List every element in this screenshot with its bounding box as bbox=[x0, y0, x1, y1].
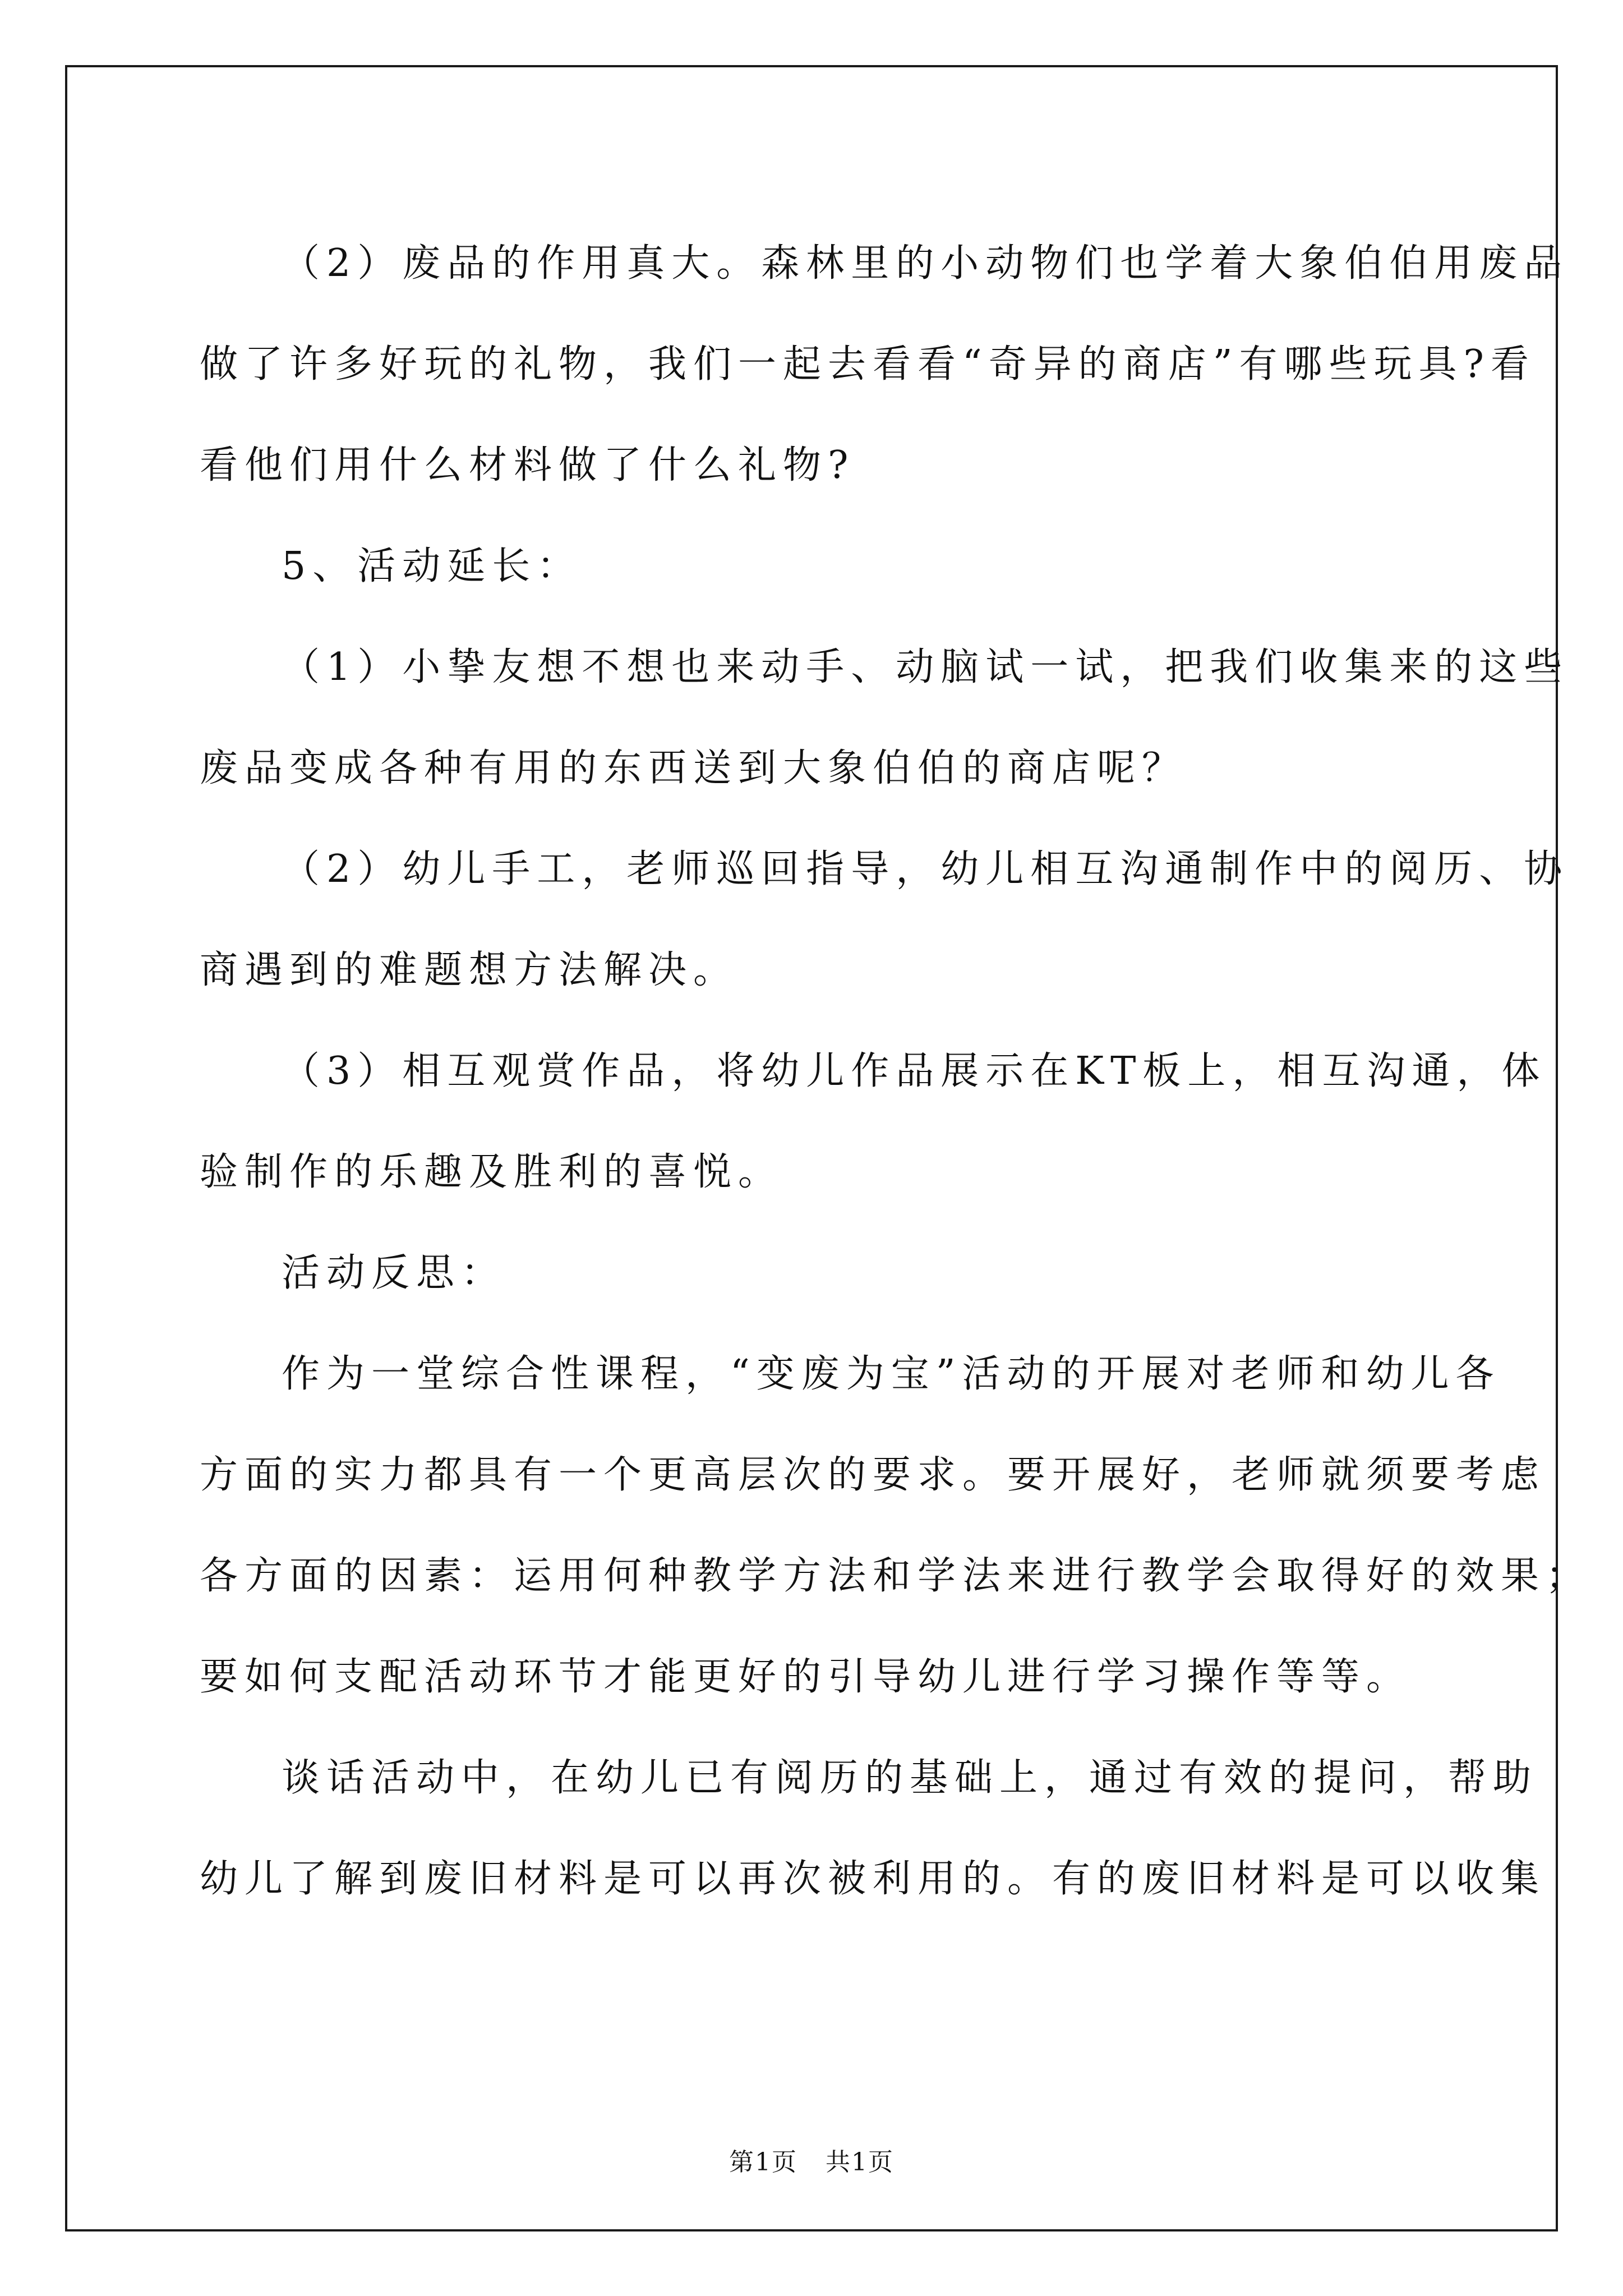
text-line: 幼儿了解到废旧材料是可以再次被利用的。有的废旧材料是可以收集 bbox=[200, 1857, 1546, 1901]
text-line: 商遇到的难题想方法解决。 bbox=[200, 948, 739, 992]
text-line: 方面的实力都具有一个更高层次的要求。要开展好，老师就须要考虑 bbox=[200, 1453, 1546, 1497]
text-line: 做了许多好玩的礼物，我们一起去看看“奇异的商店”有哪些玩具?看 bbox=[200, 342, 1536, 386]
page-footer bbox=[0, 2142, 1623, 2178]
document-body bbox=[200, 213, 1591, 1930]
page-number: 第1页 bbox=[729, 2148, 797, 2177]
text-line: （1）小挚友想不想也来动手、动脑试一试，把我们收集来的这些 bbox=[282, 645, 1569, 689]
text-body bbox=[200, 213, 1591, 1930]
text-line: （3）相互观赏作品，将幼儿作品展示在KT板上，相互沟通，体 bbox=[282, 1049, 1547, 1093]
text-line: 要如何支配活动环节才能更好的引导幼儿进行学习操作等等。 bbox=[200, 1655, 1412, 1699]
page-total: 共1页 bbox=[826, 2148, 894, 2177]
text-line: 作为一堂综合性课程，“变废为宝”活动的开展对老师和幼儿各 bbox=[282, 1352, 1501, 1396]
text-line: 5、活动延长： bbox=[282, 544, 582, 588]
text-line: 验制作的乐趣及胜利的喜悦。 bbox=[200, 1150, 783, 1194]
text-line: 各方面的因素：运用何种教学方法和学法来进行教学会取得好的效果； bbox=[200, 1554, 1591, 1598]
text-line: （2）废品的作用真大。森林里的小动物们也学着大象伯伯用废品 bbox=[282, 241, 1569, 286]
text-line: 看他们用什么材料做了什么礼物? bbox=[200, 443, 855, 487]
text-line: 废品变成各种有用的东西送到大象伯伯的商店呢？ bbox=[200, 746, 1187, 790]
text-line: （2）幼儿手工，老师巡回指导，幼儿相互沟通制作中的阅历、协 bbox=[282, 847, 1569, 891]
section-heading: 活动反思： bbox=[282, 1251, 506, 1295]
text-line: 谈话活动中，在幼儿已有阅历的基础上，通过有效的提问，帮助 bbox=[282, 1756, 1538, 1800]
